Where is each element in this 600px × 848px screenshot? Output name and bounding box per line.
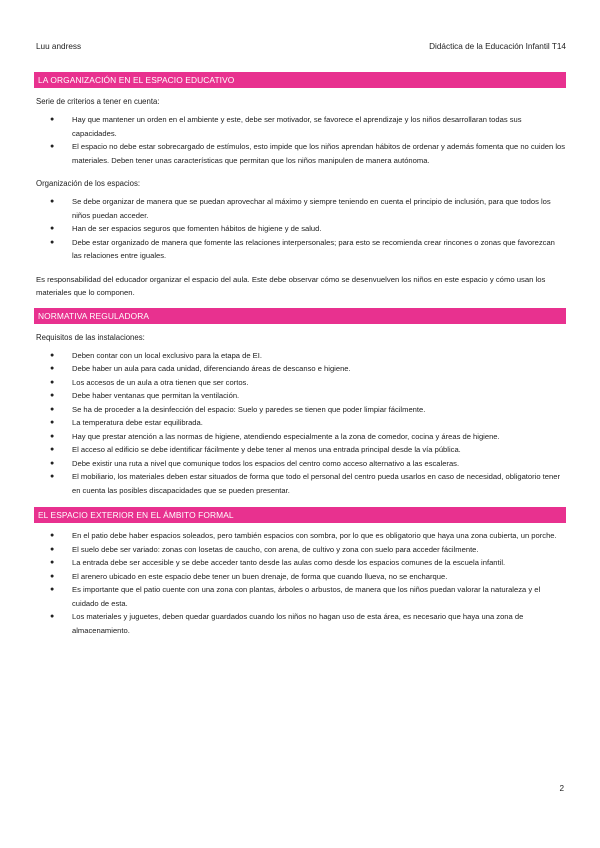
list-item: ● Se debe organizar de manera que se puedan aprovechar al máximo y siempre teniendo en cuenta el principio de inclusión, para que todos los niños puedan acceder.: [50, 197, 551, 220]
list-item: ● Deben contar con un local exclusivo para la etapa de EI.: [50, 349, 566, 363]
list-item: ● El espacio no debe estar sobrecargado de estímulos, esto impide que los niños aprendan hábitos de ordenar y además fomenta que no cuiden los materiales. Deben tener unas características que permitan que los niños manipulen de manera autónoma.: [50, 142, 566, 165]
list-item: ● Debe haber ventanas que permitan la ventilación.: [50, 389, 566, 403]
page-content: [34, 72, 566, 637]
section-heading: EL ESPACIO EXTERIOR EN EL ÁMBITO FORMAL: [34, 507, 566, 523]
bullet-icon: ●: [50, 432, 55, 440]
list-item: ● El mobiliario, los materiales deben estar situados de forma que todo el personal del centro pueda usarlos en caso de necesidad, obligatorio tener en cuenta las posibles discapacidades que se pueden presentar.: [50, 472, 560, 495]
bullet-icon: ●: [50, 365, 55, 372]
bullet-icon: ●: [50, 238, 55, 246]
bullet-list: [34, 195, 566, 263]
header-author: Luu andress: [36, 42, 82, 51]
list-item: ● Debe existir una ruta a nivel que comunique todos los espacios del centro como acceso alternativo a las escaleras.: [50, 457, 566, 471]
bullet-icon: ●: [50, 392, 55, 399]
bullet-icon: ●: [50, 613, 55, 620]
page-number: 2: [559, 784, 564, 793]
bullet-icon: ●: [50, 446, 55, 453]
bullet-icon: ●: [50, 405, 55, 413]
bullet-icon: ●: [50, 459, 55, 467]
list-item: ● Los accesos de un aula a otra tienen que ser cortos.: [50, 376, 566, 390]
list-item: ● El arenero ubicado en este espacio debe tener un buen drenaje, de forma que cuando llueva, no se encharque.: [50, 570, 566, 584]
bullet-icon: ●: [50, 225, 55, 232]
list-item: ● Se ha de proceder a la desinfección del espacio: Suelo y paredes se tienen que poder limpiar fácilmente.: [50, 403, 566, 417]
list-item: ● El suelo debe ser variado: zonas con losetas de caucho, con arena, de cultivo y zona con suelo para acceder fácilmente.: [50, 543, 566, 557]
bullet-icon: ●: [50, 572, 55, 580]
list-item: ● El acceso al edificio se debe identificar fácilmente y debe tener al menos una entrada principal desde la vía pública.: [50, 443, 566, 457]
bullet-list: [34, 529, 566, 637]
bullet-icon: ●: [50, 351, 55, 359]
list-item: ● Debe estar organizado de manera que fomente las relaciones interpersonales; para esto se recomienda crear rincones o zonas que favorezcan las relaciones entre iguales.: [50, 237, 555, 260]
bullet-icon: ●: [50, 143, 55, 150]
list-item: ● La entrada debe ser accesible y se debe acceder tanto desde las aulas como desde los espacios comunes de la escuela infantil.: [50, 556, 566, 570]
bullet-list: [34, 113, 566, 167]
bullet-icon: ●: [50, 559, 55, 566]
section-heading: LA ORGANIZACIÓN EN EL ESPACIO EDUCATIVO: [34, 72, 566, 88]
list-item: ● La temperatura debe estar equilibrada.: [50, 416, 566, 430]
bullet-icon: ●: [50, 586, 55, 593]
bullet-icon: ●: [50, 532, 55, 539]
bullet-icon: ●: [50, 545, 55, 553]
bullet-icon: ●: [50, 419, 55, 426]
list-item: ● Los materiales y juguetes, deben quedar guardados cuando los niños no hagan uso de esta área, es necesario que haya una zona de almacenamiento.: [50, 612, 524, 635]
section-subtitle: Organización de los espacios:: [36, 179, 141, 188]
bullet-icon: ●: [50, 198, 55, 205]
list-item: ● Hay que mantener un orden en el ambiente y este, debe ser motivador, se favorece el aprendizaje y los niños desarrollaran todas sus capacidades.: [50, 115, 522, 138]
section-heading: NORMATIVA REGULADORA: [34, 308, 566, 324]
list-item: ● Han de ser espacios seguros que fomenten hábitos de higiene y de salud.: [50, 222, 566, 236]
bullet-icon: ●: [50, 473, 55, 480]
bullet-icon: ●: [50, 378, 55, 386]
list-item: ● Debe haber un aula para cada unidad, diferenciando áreas de descanso e higiene.: [50, 362, 566, 376]
bullet-list: [34, 349, 566, 498]
section-paragraph: Es responsabilidad del educador organizar el espacio del aula. Este debe observar cómo se desenvuelven los niños en este espacio y cómo usan los materiales que lo componen.: [36, 274, 546, 297]
bullet-icon: ●: [50, 116, 55, 123]
section-subtitle: Serie de criterios a tener en cuenta:: [36, 97, 160, 106]
section-subtitle: Requisitos de las instalaciones:: [36, 332, 145, 342]
list-item: ● Es importante que el patio cuente con una zona con plantas, árboles o arbustos, de manera que los niños puedan valorar la naturaleza y el cuidado de esta.: [50, 585, 541, 608]
list-item: ● En el patio debe haber espacios soleados, pero también espacios con sombra, por lo que es obligatorio que haya una zona cubierta, un porche.: [50, 529, 566, 543]
header-course: Didáctica de la Educación Infantil T14: [429, 42, 566, 51]
list-item: ● Hay que prestar atención a las normas de higiene, atendiendo especialmente a la zona de comedor, cocina y áreas de higiene.: [50, 430, 566, 444]
